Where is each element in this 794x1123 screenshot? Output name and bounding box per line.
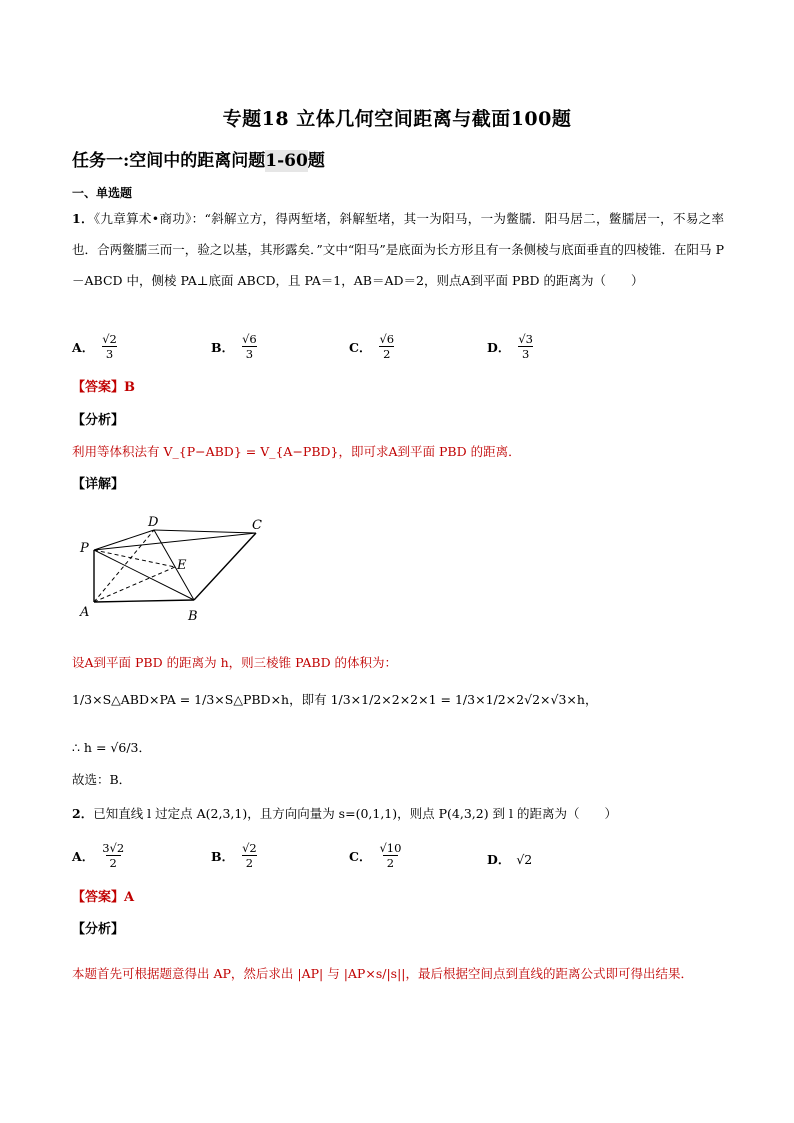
section-heading (72, 146, 325, 171)
q1-option-b-denominator: 3 (242, 346, 257, 361)
q1-detail-line-2: 1/3×S△ABD×PA = 1/3×S△PBD×h，即有 1/3×1/2×2×2×1 = 1/3×1/2×2√2×√3×h， (72, 692, 598, 707)
q2-option-b-denominator: 2 (242, 855, 257, 870)
q2-option-d (487, 850, 532, 868)
q1-answer (72, 376, 135, 395)
q2-option-b-fraction (240, 841, 259, 870)
q2-option-a (72, 841, 126, 870)
label-b: B (188, 609, 198, 624)
edge-pe (94, 550, 175, 567)
q1-option-c (349, 332, 396, 361)
edge-ad (94, 530, 154, 602)
q2-answer-value: A (124, 890, 135, 905)
question-2-number: 2． (72, 806, 94, 821)
q2-analysis-text: 本题首先可根据题意得出 AP，然后求出 |AP| 与 |AP×s/|s||，最后根据空间点到直线的距离公式即可得出结果． (72, 966, 693, 981)
q1-option-b-fraction (240, 332, 259, 361)
q2-option-d-label: D． (487, 852, 511, 867)
q2-option-a-label: A． (72, 848, 95, 864)
page-title: 专题18 立体几何空间距离与截面100题 (222, 108, 572, 130)
q2-option-b (211, 841, 259, 870)
q1-option-b-numerator: √6 (242, 332, 257, 346)
q1-option-c-label: C． (349, 339, 372, 355)
q1-option-a (72, 332, 119, 361)
question-1-text: 《九章算术•商功》：“斜解立方，得两堑堵，斜解堑堵，其一为阳马，一为鳖臑．阳马居二，鳖臑居一，不易之率也．合两鳖臑三而一，验之以基，其形露矣．”文中“阳马”是底面为长方形且有一条侧棱与底面垂直的四棱锥．在阳马 P－ABCD 中，侧棱 PA⊥底面 ABCD，且 PA＝1，AB＝AD＝2，则点A到平面 PBD 的距离为（ ） (72, 211, 724, 288)
q2-option-c-denominator: 2 (383, 855, 398, 870)
q1-option-a-numerator: √2 (102, 332, 117, 346)
section-prefix: 任务一:空间中的距离问题 (72, 151, 266, 171)
q1-option-a-label: A． (72, 339, 95, 355)
q1-answer-label: 【答案】 (72, 380, 125, 395)
q1-analysis-label: 【分析】 (72, 413, 125, 428)
q2-option-b-label: B． (211, 848, 235, 864)
section-range-highlight: 1-60 (265, 151, 308, 171)
question-2-text: 已知直线 l 过定点 A(2,3,1)，且方向向量为 s=(0,1,1)，则点 P(4,3,2) 到 l 的距离为（ ） (93, 806, 617, 821)
q1-option-d-denominator: 3 (518, 346, 533, 361)
q1-option-d-numerator: √3 (518, 332, 533, 346)
q2-option-a-fraction (100, 841, 126, 870)
edge-dc (154, 530, 256, 533)
subsection-heading: 一、单选题 (72, 186, 133, 200)
question-1-number: 1． (72, 211, 94, 226)
label-p: P (80, 541, 89, 556)
q1-detail-line-3: ∴ h = √6/3． (72, 740, 151, 755)
label-a: A (80, 605, 90, 620)
q1-analysis-text: 利用等体积法有 V_{P−ABD} = V_{A−PBD}，即可求A到平面 PBD 的距离． (72, 444, 521, 459)
q1-option-c-fraction (377, 332, 396, 361)
label-c: C (252, 518, 262, 533)
label-e: E (177, 558, 187, 573)
q2-option-b-numerator: √2 (242, 841, 257, 855)
q1-answer-value: B (124, 380, 136, 395)
q2-analysis-label: 【分析】 (72, 922, 125, 937)
q2-option-a-denominator: 2 (106, 855, 121, 870)
q1-option-b (211, 332, 259, 361)
section-suffix: 题 (307, 151, 325, 171)
q1-option-a-denominator: 3 (102, 346, 117, 361)
q2-option-c-numerator: √10 (379, 841, 402, 855)
q2-option-d-value: √2 (516, 851, 533, 867)
q1-detail-line-1: 设A到平面 PBD 的距离为 h，则三棱锥 PABD 的体积为： (72, 655, 398, 670)
q2-option-c (349, 841, 403, 870)
q2-option-c-fraction (377, 841, 403, 870)
pyramid-figure (74, 512, 274, 624)
question-2 (72, 798, 724, 829)
q1-option-c-numerator: √6 (379, 332, 395, 346)
edge-ab (94, 600, 194, 602)
q2-answer (72, 886, 134, 905)
q1-option-d-label: D． (487, 339, 511, 355)
q1-option-d-fraction (516, 332, 535, 361)
q1-option-c-denominator: 2 (379, 346, 394, 361)
q1-detail-label: 【详解】 (72, 477, 125, 492)
q1-option-a-fraction (100, 332, 119, 361)
q2-answer-label: 【答案】 (72, 890, 125, 905)
question-1 (72, 203, 724, 296)
q2-option-a-numerator: 3√2 (102, 841, 125, 855)
edge-bc (194, 533, 256, 600)
label-d: D (148, 515, 159, 530)
q1-option-d (487, 332, 535, 361)
q2-option-c-label: C． (349, 848, 372, 864)
q1-option-b-label: B． (211, 339, 235, 355)
q1-detail-line-4: 故选：B． (72, 772, 132, 787)
